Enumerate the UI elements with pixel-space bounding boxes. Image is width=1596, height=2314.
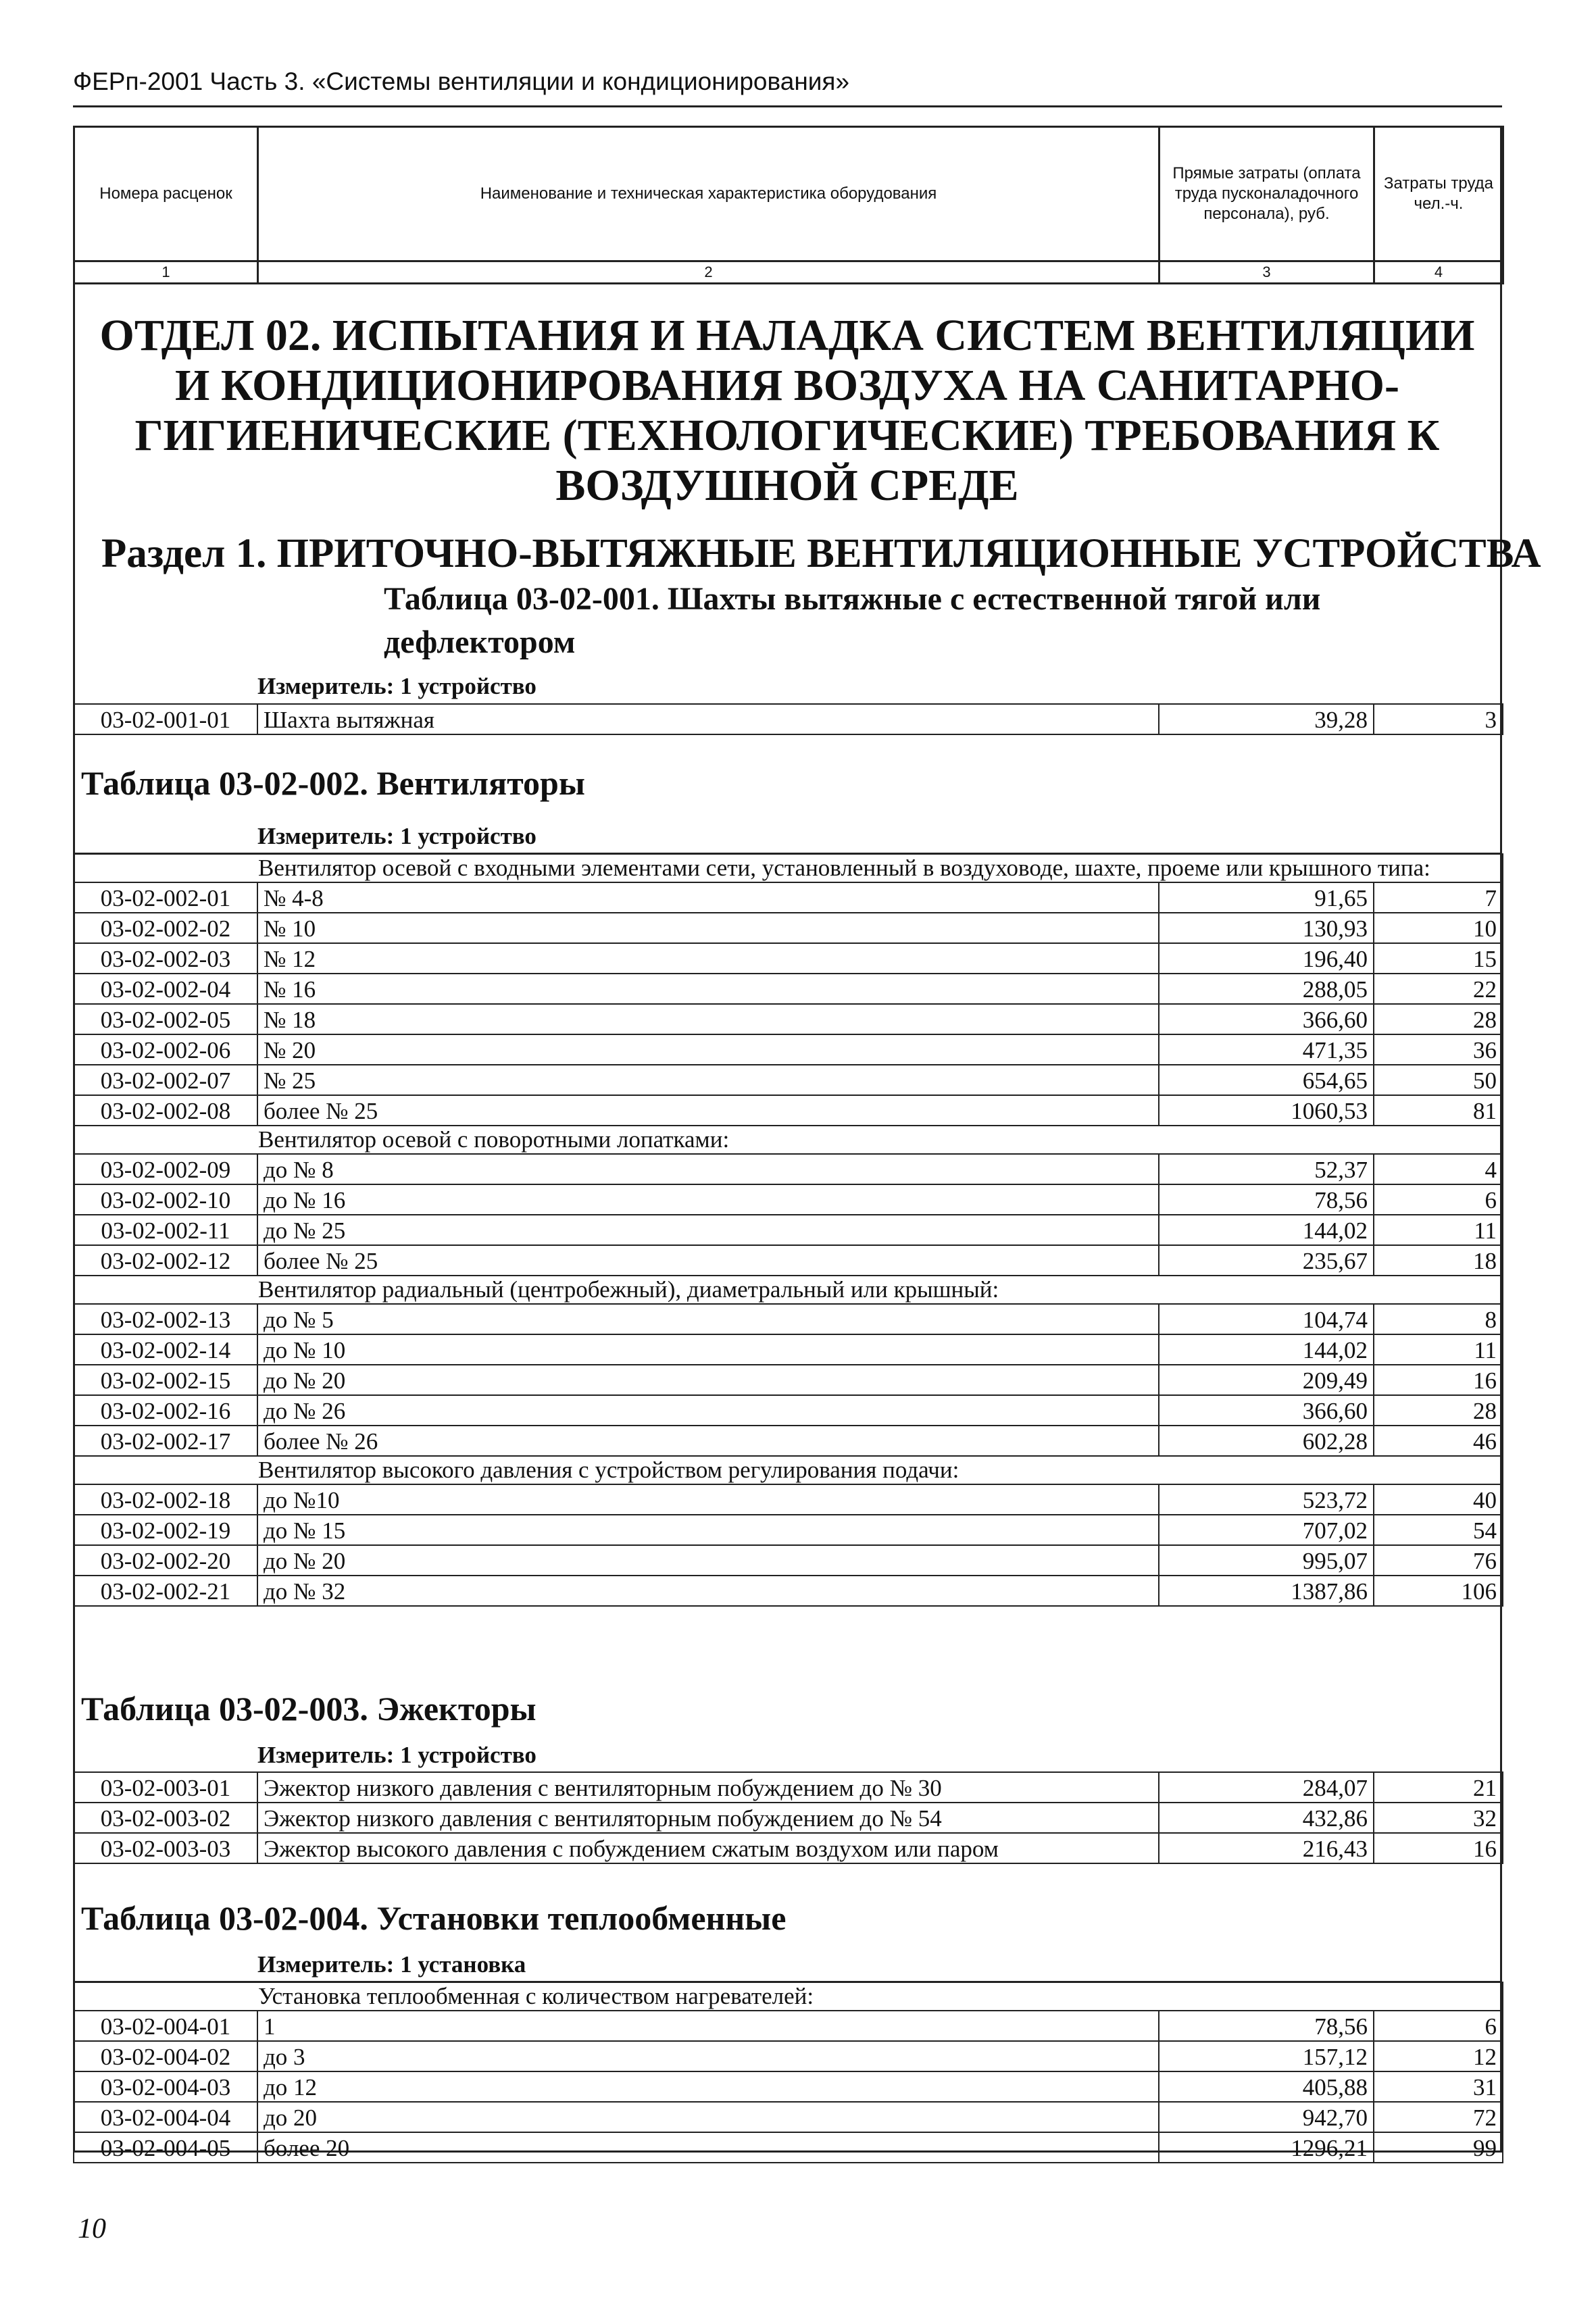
rate-cost: 405,88 [1159, 2071, 1374, 2102]
group-label: Вентилятор осевой с входными элементами сети, установленный в воздуховоде, шахте, проеме или крышного типа: [74, 854, 1503, 882]
rate-code: 03-02-002-16 [74, 1395, 257, 1426]
rate-cost: 104,74 [1159, 1304, 1374, 1334]
rate-labor: 11 [1374, 1215, 1503, 1245]
rate-code: 03-02-002-06 [74, 1034, 257, 1065]
rate-labor: 18 [1374, 1245, 1503, 1276]
rate-name: до № 26 [257, 1395, 1159, 1426]
rate-labor: 76 [1374, 1545, 1503, 1576]
rate-labor: 16 [1374, 1365, 1503, 1395]
group-label: Вентилятор высокого давления с устройством регулирования подачи: [74, 1456, 1503, 1484]
rate-labor: 10 [1374, 913, 1503, 943]
rate-code: 03-02-002-18 [74, 1484, 257, 1515]
rate-cost: 196,40 [1159, 943, 1374, 974]
rate-name: № 10 [257, 913, 1159, 943]
rate-cost: 235,67 [1159, 1245, 1374, 1276]
rates-table-003 [73, 1771, 1503, 1864]
rate-name: № 18 [257, 1004, 1159, 1034]
rate-code: 03-02-004-03 [74, 2071, 257, 2102]
group-label: Установка теплообменная с количеством нагревателей: [74, 1982, 1503, 2011]
rate-labor: 81 [1374, 1095, 1503, 1126]
rate-name: до № 20 [257, 1545, 1159, 1576]
page-number: 10 [78, 2213, 106, 2244]
rate-code: 03-02-002-05 [74, 1004, 257, 1034]
rate-cost: 654,65 [1159, 1065, 1374, 1095]
rate-name: до 20 [257, 2102, 1159, 2132]
table-row [74, 1154, 1503, 1184]
rate-name: 1 [257, 2011, 1159, 2041]
rate-name: до 12 [257, 2071, 1159, 2102]
rate-labor: 6 [1374, 1184, 1503, 1215]
rate-code: 03-02-002-07 [74, 1065, 257, 1095]
rate-cost: 78,56 [1159, 1184, 1374, 1215]
rate-cost: 52,37 [1159, 1154, 1374, 1184]
table-row [74, 1365, 1503, 1395]
rate-name: до № 8 [257, 1154, 1159, 1184]
rate-labor: 106 [1374, 1576, 1503, 1606]
rate-name: Эжектор низкого давления с вентиляторным побуждением до № 30 [257, 1772, 1159, 1803]
col-number-2: 2 [258, 261, 1159, 284]
table-row [74, 1576, 1503, 1606]
rates-table-002 [73, 853, 1503, 1607]
rate-labor: 99 [1374, 2132, 1503, 2163]
rate-labor: 16 [1374, 1833, 1503, 1863]
rate-code: 03-02-002-04 [74, 974, 257, 1004]
group-label: Вентилятор осевой с поворотными лопатками: [74, 1126, 1503, 1154]
table-row [74, 1184, 1503, 1215]
rate-name: до № 15 [257, 1515, 1159, 1545]
rate-cost: 91,65 [1159, 882, 1374, 913]
table-row [74, 1426, 1503, 1456]
rate-cost: 78,56 [1159, 2011, 1374, 2041]
rate-code: 03-02-004-04 [74, 2102, 257, 2132]
rate-labor: 36 [1374, 1034, 1503, 1065]
table-row [74, 913, 1503, 943]
rate-cost: 942,70 [1159, 2102, 1374, 2132]
group-row [74, 1456, 1503, 1484]
rate-name: Шахта вытяжная [257, 704, 1159, 734]
rate-cost: 157,12 [1159, 2041, 1374, 2071]
group-row [74, 1982, 1503, 2011]
part-title: ОТДЕЛ 02. ИСПЫТАНИЯ И НАЛАДКА СИСТЕМ ВЕНТИЛЯЦИИ И КОНДИЦИОНИРОВАНИЯ ВОЗДУХА НА САНИТАРНО-ГИГИЕНИЧЕСКИЕ (ТЕХНОЛОГИЧЕСКИЕ) ТРЕБОВАНИЯ К ВОЗДУШНОЙ СРЕДЕ [99, 311, 1475, 510]
rate-name: до № 25 [257, 1215, 1159, 1245]
rate-code: 03-02-002-10 [74, 1184, 257, 1215]
rate-code: 03-02-001-01 [74, 704, 257, 734]
rate-labor: 15 [1374, 943, 1503, 974]
rate-labor: 12 [1374, 2041, 1503, 2071]
col-header-labor: Затраты труда чел.-ч. [1374, 127, 1503, 261]
rate-name: до № 5 [257, 1304, 1159, 1334]
rate-name: более № 25 [257, 1245, 1159, 1276]
table-title-001: Таблица 03-02-001. Шахты вытяжные с естественной тягой или дефлектором [384, 581, 1321, 660]
rate-name: № 12 [257, 943, 1159, 974]
group-label: Вентилятор радиальный (центробежный), диаметральный или крышный: [74, 1276, 1503, 1304]
measure-unit-004: Измеритель: 1 установка [257, 1951, 526, 1978]
rate-code: 03-02-003-03 [74, 1833, 257, 1863]
rate-cost: 130,93 [1159, 913, 1374, 943]
rate-name: более 20 [257, 2132, 1159, 2163]
rate-labor: 3 [1374, 704, 1503, 734]
table-row [74, 974, 1503, 1004]
rates-table-004 [73, 1982, 1503, 2163]
rate-code: 03-02-002-13 [74, 1304, 257, 1334]
rates-table-001 [73, 703, 1503, 735]
rate-labor: 11 [1374, 1334, 1503, 1365]
rate-cost: 209,49 [1159, 1365, 1374, 1395]
rate-cost: 216,43 [1159, 1833, 1374, 1863]
rate-cost: 471,35 [1159, 1034, 1374, 1065]
rate-labor: 8 [1374, 1304, 1503, 1334]
rate-code: 03-02-002-20 [74, 1545, 257, 1576]
table-row [74, 1772, 1503, 1803]
rate-code: 03-02-004-01 [74, 2011, 257, 2041]
rate-cost: 432,86 [1159, 1803, 1374, 1833]
table-row [74, 1334, 1503, 1365]
rate-cost: 284,07 [1159, 1772, 1374, 1803]
rate-code: 03-02-002-02 [74, 913, 257, 943]
rate-name: до № 16 [257, 1184, 1159, 1215]
rate-code: 03-02-004-02 [74, 2041, 257, 2071]
section-title: Раздел 1. ПРИТОЧНО-ВЫТЯЖНЫЕ ВЕНТИЛЯЦИОННЫЕ УСТРОЙСТВА [101, 531, 1541, 576]
rate-name: Эжектор низкого давления с вентиляторным побуждением до № 54 [257, 1803, 1159, 1833]
rate-labor: 72 [1374, 2102, 1503, 2132]
rate-name: более № 26 [257, 1426, 1159, 1456]
col-number-3: 3 [1159, 261, 1374, 284]
rate-labor: 7 [1374, 882, 1503, 913]
rate-code: 03-02-002-15 [74, 1365, 257, 1395]
table-row [74, 1095, 1503, 1126]
rate-labor: 50 [1374, 1065, 1503, 1095]
group-row [74, 1126, 1503, 1154]
table-row [74, 1304, 1503, 1334]
table-row [74, 1215, 1503, 1245]
rate-cost: 995,07 [1159, 1545, 1374, 1576]
rate-cost: 602,28 [1159, 1426, 1374, 1456]
rate-name: до 3 [257, 2041, 1159, 2071]
rate-labor: 22 [1374, 974, 1503, 1004]
rate-labor: 32 [1374, 1803, 1503, 1833]
table-title-004: Таблица 03-02-004. Установки теплообменные [81, 1899, 787, 1937]
rate-cost: 366,60 [1159, 1004, 1374, 1034]
rate-name: № 16 [257, 974, 1159, 1004]
rate-name: до № 10 [257, 1334, 1159, 1365]
col-header-codes: Номера расценок [74, 127, 258, 261]
table-row [74, 704, 1503, 734]
rate-code: 03-02-002-19 [74, 1515, 257, 1545]
table-row [74, 1545, 1503, 1576]
col-number-4: 4 [1374, 261, 1503, 284]
rate-code: 03-02-002-01 [74, 882, 257, 913]
rate-code: 03-02-003-01 [74, 1772, 257, 1803]
rate-name: до №10 [257, 1484, 1159, 1515]
rate-cost: 144,02 [1159, 1215, 1374, 1245]
rate-labor: 54 [1374, 1515, 1503, 1545]
rate-name: до № 32 [257, 1576, 1159, 1606]
rate-name: более № 25 [257, 1095, 1159, 1126]
table-row [74, 1395, 1503, 1426]
column-header-table [73, 126, 1504, 284]
rate-cost: 523,72 [1159, 1484, 1374, 1515]
table-row [74, 1034, 1503, 1065]
table-row [74, 1833, 1503, 1863]
measure-unit-002: Измеритель: 1 устройство [257, 823, 537, 849]
rate-code: 03-02-004-05 [74, 2132, 257, 2163]
table-row [74, 1484, 1503, 1515]
rate-labor: 28 [1374, 1395, 1503, 1426]
header-rule [73, 105, 1502, 107]
rate-code: 03-02-002-08 [74, 1095, 257, 1126]
table-row [74, 1065, 1503, 1095]
rate-labor: 46 [1374, 1426, 1503, 1456]
rate-code: 03-02-002-14 [74, 1334, 257, 1365]
table-row [74, 1245, 1503, 1276]
rate-code: 03-02-002-12 [74, 1245, 257, 1276]
table-row [74, 2102, 1503, 2132]
rate-cost: 1296,21 [1159, 2132, 1374, 2163]
table-row [74, 2041, 1503, 2071]
measure-unit-003: Измеритель: 1 устройство [257, 1742, 537, 1768]
rate-labor: 31 [1374, 2071, 1503, 2102]
running-header: ФЕРп-2001 Часть 3. «Системы вентиляции и кондиционирования» [73, 68, 850, 95]
col-header-name: Наименование и техническая характеристика оборудования [258, 127, 1159, 261]
rate-code: 03-02-003-02 [74, 1803, 257, 1833]
group-row [74, 1276, 1503, 1304]
rate-name: Эжектор высокого давления с побуждением сжатым воздухом или паром [257, 1833, 1159, 1863]
rate-code: 03-02-002-11 [74, 1215, 257, 1245]
table-row [74, 882, 1503, 913]
table-title-003: Таблица 03-02-003. Эжекторы [81, 1690, 537, 1728]
rate-code: 03-02-002-21 [74, 1576, 257, 1606]
rate-labor: 4 [1374, 1154, 1503, 1184]
rate-name: № 25 [257, 1065, 1159, 1095]
rate-code: 03-02-002-03 [74, 943, 257, 974]
rate-code: 03-02-002-17 [74, 1426, 257, 1456]
table-row [74, 2011, 1503, 2041]
rate-cost: 288,05 [1159, 974, 1374, 1004]
rate-cost: 1387,86 [1159, 1576, 1374, 1606]
rate-cost: 1060,53 [1159, 1095, 1374, 1126]
measure-unit-001: Измеритель: 1 устройство [257, 673, 537, 699]
table-row [74, 1515, 1503, 1545]
rate-name: № 4-8 [257, 882, 1159, 913]
table-row [74, 1803, 1503, 1833]
rate-labor: 21 [1374, 1772, 1503, 1803]
rate-cost: 39,28 [1159, 704, 1374, 734]
rate-name: № 20 [257, 1034, 1159, 1065]
rate-code: 03-02-002-09 [74, 1154, 257, 1184]
table-row [74, 1004, 1503, 1034]
table-row [74, 2132, 1503, 2163]
table-title-002: Таблица 03-02-002. Вентиляторы [81, 764, 585, 802]
rate-name: до № 20 [257, 1365, 1159, 1395]
col-number-1: 1 [74, 261, 258, 284]
table-row [74, 943, 1503, 974]
rate-labor: 40 [1374, 1484, 1503, 1515]
col-header-cost: Прямые затраты (оплата труда пусконаладочного персонала), руб. [1159, 127, 1374, 261]
rate-labor: 28 [1374, 1004, 1503, 1034]
table-row [74, 2071, 1503, 2102]
rate-cost: 707,02 [1159, 1515, 1374, 1545]
rate-cost: 366,60 [1159, 1395, 1374, 1426]
rate-cost: 144,02 [1159, 1334, 1374, 1365]
rate-labor: 6 [1374, 2011, 1503, 2041]
group-row [74, 854, 1503, 882]
